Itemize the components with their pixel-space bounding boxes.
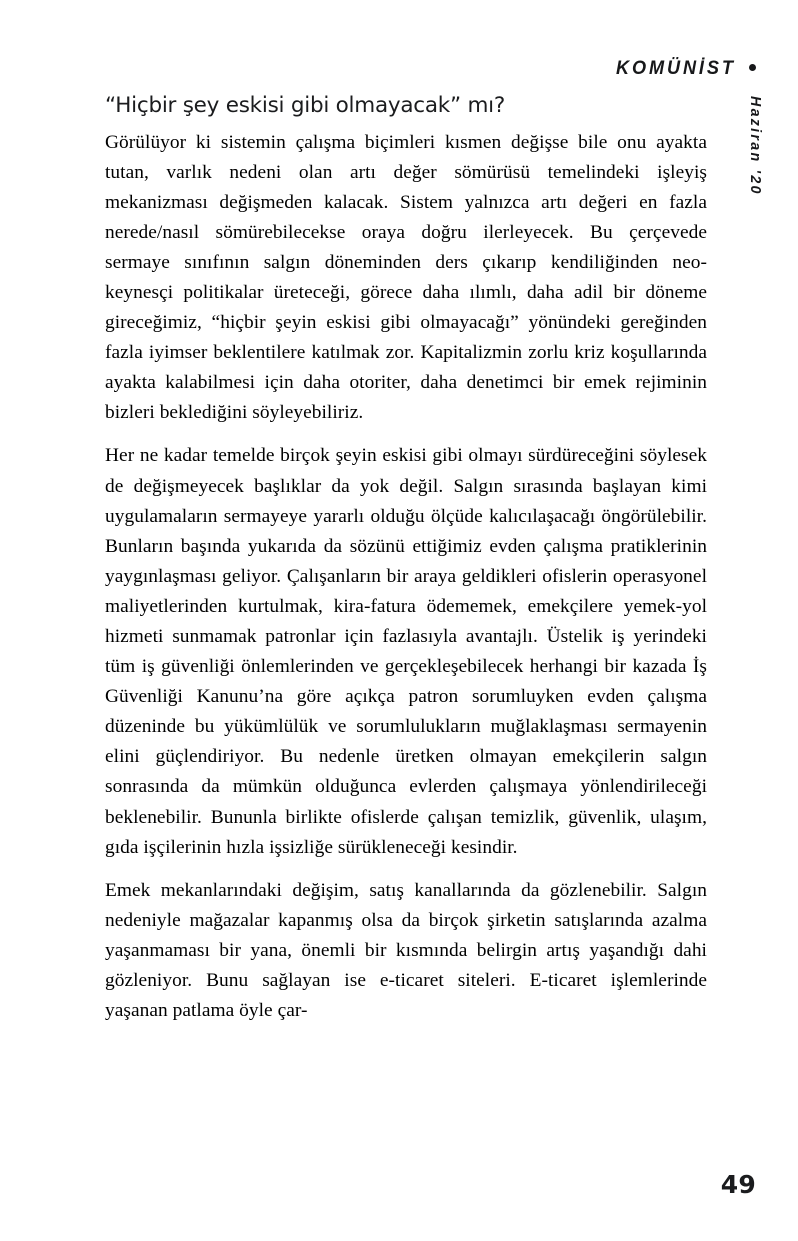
bullet-separator-icon bbox=[749, 64, 756, 71]
body-paragraph: Görülüyor ki sistemin çalışma biçimleri kısmen değişse bile onu ayakta tutan, varlık nedeni olan artı değer sömürüsü temelindeki işleyiş mekanizması değişmeden kalacak. Sistem yalnızca artı değeri en fazla nerede/nasıl sömürebilecekse oraya doğru ilerleyecek. Bu çerçevede sermaye sınıfının salgın döneminden ders çıkarıp kendiliğinden neo-keynesçi politikalar üreteceği, görece daha ılımlı, daha adil bir döneme gireceğimiz, “hiçbir şeyin eskisi gibi olmayacağı” yönündeki gereğinden fazla iyimser beklentilere katılmak zor. Kapitalizmin zorlu kriz koşullarında ayakta kalabilmesi için daha otoriter, daha denetimci bir emek rejiminin bizleri beklediğini söyleyebiliriz. bbox=[105, 131, 707, 424]
text-column bbox=[105, 92, 707, 1026]
issue-date-vertical: Haziran '20 bbox=[747, 96, 764, 196]
body-paragraph: Emek mekanlarındaki değişim, satış kanallarında da gözlenebilir. Salgın nedeniyle mağazalar kapanmış olsa da birçok şirketin satışlarında azalma yaşanmaması bir yana, önemli bir kısmında belirgin artış yaşandığı dahi gözleniyor. Bunu sağlayan ise e-ticaret siteleri. E-ticaret işlemlerinde yaşanan patlama öyle çar- bbox=[105, 879, 707, 1022]
body-paragraph: Her ne kadar temelde birçok şeyin eskisi gibi olmayı sürdüreceğini söylesek de değişmeyecek başlıklar da yok değil. Salgın sırasında başlayan kimi uygulamaların sermayeye yararlı olduğu ölçüde kalıcılaşacağı öngörülebilir. Bunların başında yukarıda da sözünü ettiğimiz evden çalışma pratiklerinin yaygınlaşması geliyor. Çalışanların bir araya geldikleri ofislerin operasyonel maliyetlerinden kurtulmak, kira-fatura ödememek, emekçilere yemek-yol hizmeti sunmamak patronlar için fazlasıyla avantajlı. Üstelik iş yerindeki tüm iş güvenliği önlemlerinden ve gerçekleşebilecek herhangi bir kazada İş Güvenliği Kanunu’na göre açıkça patron sorumluyken evden çalışma düzeninde bu yükümlülük ve sorumlulukların muğlaklaşması sermayenin elini güçlendiriyor. Bu nedenle üretken olmayan emekçilerin salgın sonrasında da mümkün olduğunca evlerden çalışmaya yönlendirileceği beklenebilir. Bununla birlikte ofislerde çalışan temizlik, güvenlik, ulaşım, gıda işçilerinin hızla işsizliğe sürükleneceği kesindir. bbox=[105, 445, 707, 858]
page-number: 49 bbox=[720, 1170, 756, 1199]
running-head bbox=[607, 57, 756, 80]
publication-title: KOMÜNİST bbox=[616, 57, 736, 79]
article-heading: “Hiçbir şey eskisi gibi olmayacak” mı? bbox=[105, 93, 506, 118]
